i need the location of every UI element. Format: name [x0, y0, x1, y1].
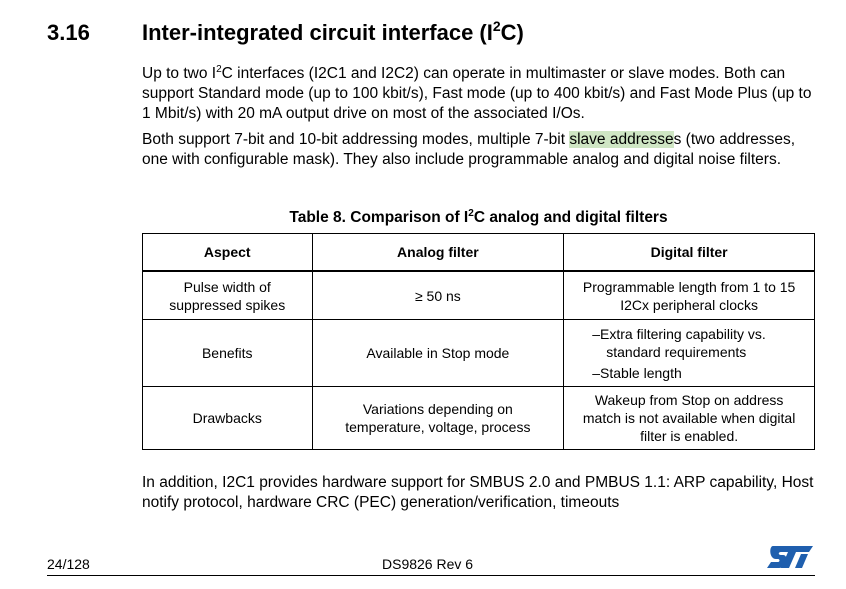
section-title-sup: 2	[492, 18, 501, 34]
cell-line: suppressed spikes	[169, 296, 286, 313]
cell-aspect: Drawbacks	[143, 387, 313, 450]
cell-digital	[564, 387, 815, 450]
section-title	[142, 20, 524, 46]
page-number: 24/128	[47, 556, 90, 572]
paragraph-smbus: In addition, I2C1 provides hardware support for SMBUS 2.0 and PMBUS 1.1: ARP capability, Host notify protocol, hardware CRC (PEC) generation/verification, timeouts	[142, 474, 814, 511]
cell-line: Variations depending on	[362, 401, 513, 417]
cell-digital	[564, 320, 815, 387]
table-row	[143, 320, 815, 387]
bullet-item-cont: standard requirements	[606, 343, 747, 360]
caption-a: Table 8. Comparison of I	[289, 209, 469, 226]
table-row	[143, 387, 815, 450]
caption-b: C analog and digital filters	[473, 209, 668, 226]
p2-text-a: Both support 7-bit and 10-bit addressing modes, multiple 7-bit	[142, 131, 570, 148]
cell-line: Wakeup from Stop on address	[594, 392, 784, 408]
table-row	[143, 271, 815, 320]
p2-text-b: s (two addresses, one with configurable mask). They also include programmable analog and digital noise filters.	[142, 131, 796, 168]
caption-sup: 2	[468, 208, 474, 219]
table-caption	[142, 209, 815, 227]
cell-analog	[312, 387, 564, 450]
footer-divider	[47, 575, 815, 576]
p1-text-a: Up to two I	[142, 65, 217, 83]
cell-analog: ≥ 50 ns	[312, 271, 564, 320]
paragraph-addressing	[142, 130, 822, 170]
cell-aspect: Benefits	[143, 320, 313, 387]
document-id: DS9826 Rev 6	[382, 556, 474, 572]
section-title-main: Inter-integrated circuit interface (I	[142, 20, 493, 45]
paragraph-i2c-overview	[142, 60, 822, 124]
cell-line: Pulse width of	[183, 278, 271, 295]
bullet-item: –Extra filtering capability vs.	[592, 325, 766, 342]
p1-text-b: C interfaces (I2C1 and I2C2) can operate in multimaster or slave modes. Both can support Standard mode (up to 100 kbit/s), Fast mode (up to 400 kbit/s) and Fast Mode Plus (up to 1 Mbit/s) with 20 mA output drive on most of the associated I/Os.	[142, 65, 812, 123]
cell-line: Programmable length from 1 to 15	[582, 278, 796, 295]
st-logo-icon	[765, 542, 815, 572]
section-number: 3.16	[47, 20, 90, 45]
cell-line: temperature, voltage, process	[345, 419, 531, 435]
p2-highlight[interactable]: slave addresse	[569, 131, 674, 148]
bullet-item: –Stable length	[592, 364, 682, 381]
cell-line: filter is enabled.	[640, 428, 739, 444]
header-analog: Analog filter	[312, 234, 564, 272]
cell-line: match is not available when digital	[582, 410, 796, 426]
table-header-row	[143, 234, 815, 272]
cell-analog: Available in Stop mode	[312, 320, 564, 387]
cell-aspect	[143, 271, 313, 320]
filter-comparison-table	[142, 233, 815, 450]
header-digital: Digital filter	[564, 234, 815, 272]
cell-line: I2Cx peripheral clocks	[620, 296, 758, 313]
section-title-end: C)	[500, 20, 524, 45]
p1-sup: 2	[216, 64, 222, 75]
header-aspect: Aspect	[143, 234, 313, 272]
cell-digital	[564, 271, 815, 320]
